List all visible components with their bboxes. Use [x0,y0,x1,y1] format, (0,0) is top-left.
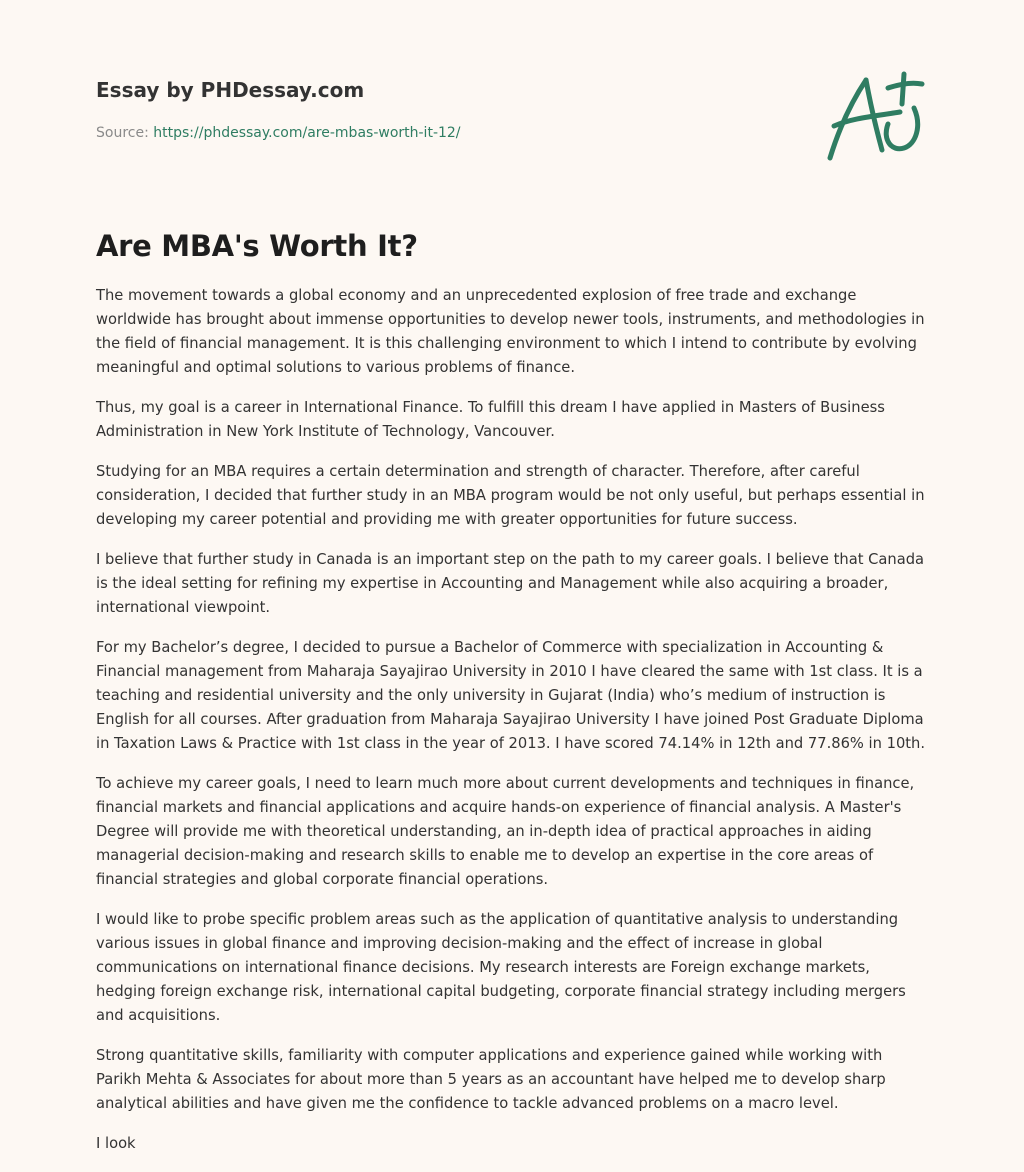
essay-body [96,284,931,1172]
essay-paragraph: I would like to probe specific problem areas such as the application of quantitative analysis to understanding various issues in global finance and improving decision-making and the effect of increase in global communications on international finance decisions. My research interests are Foreign exchange markets, hedging foreign exchange risk, international capital budgeting, corporate financial strategy including mergers and acquisitions. [96,911,906,1024]
source-line [96,122,461,144]
a-plus-logo-icon [818,66,930,166]
essay-paragraph: Thus, my goal is a career in International Finance. To fulfill this dream I have applied in Masters of Business Administration in New York Institute of Technology, Vancouver. [96,399,885,440]
site-title: Essay by PHDessay.com [96,78,365,102]
source-link[interactable]: https://phdessay.com/are-mbas-worth-it-12/ [153,125,461,141]
essay-paragraph: To achieve my career goals, I need to learn much more about current developments and techniques in finance, financial markets and financial applications and acquire hands-on experience of financial analysis. A Master's Degree will provide me with theoretical understanding, an in-depth idea of practical approaches in aiding managerial decision-making and research skills to enable me to develop an expertise in the core areas of financial strategies and global corporate financial operations. [96,775,915,888]
essay-paragraph: For my Bachelor’s degree, I decided to pursue a Bachelor of Commerce with specialization in Accounting & Financial management from Maharaja Sayajirao University in 2010 I have cleared the same with 1st class. It is a teaching and residential university and the only university in Gujarat (India) who’s medium of instruction is English for all courses. After graduation from Maharaja Sayajirao University I have joined Post Graduate Diploma in Taxation Laws & Practice with 1st class in the year of 2013. I have scored 74.14% in 12th and 77.86% in 10th. [96,639,926,752]
essay-paragraph: The movement towards a global economy and an unprecedented explosion of free trade and exchange worldwide has brought about immense opportunities to develop newer tools, instruments, and methodologies in the field of financial management. It is this challenging environment to which I intend to contribute by evolving meaningful and optimal solutions to various problems of finance. [96,287,925,376]
essay-title: Are MBA's Worth It? [96,229,418,263]
essay-paragraph: Strong quantitative skills, familiarity with computer applications and experience gained while working with Parikh Mehta & Associates for about more than 5 years as an accountant have helped me to develop sharp analytical abilities and have given me the confidence to tackle advanced problems on a macro level. [96,1047,886,1112]
essay-paragraph: I look [96,1135,136,1152]
essay-paragraph: I believe that further study in Canada is an important step on the path to my career goals. I believe that Canada is the ideal setting for refining my expertise in Accounting and Management while also acquiring a broader, international viewpoint. [96,551,925,616]
essay-paragraph: Studying for an MBA requires a certain determination and strength of character. Therefore, after careful consideration, I decided that further study in an MBA program would be not only useful, but perhaps essential in developing my career potential and providing me with greater opportunities for future success. [96,463,925,528]
source-label: Source: [96,125,149,141]
